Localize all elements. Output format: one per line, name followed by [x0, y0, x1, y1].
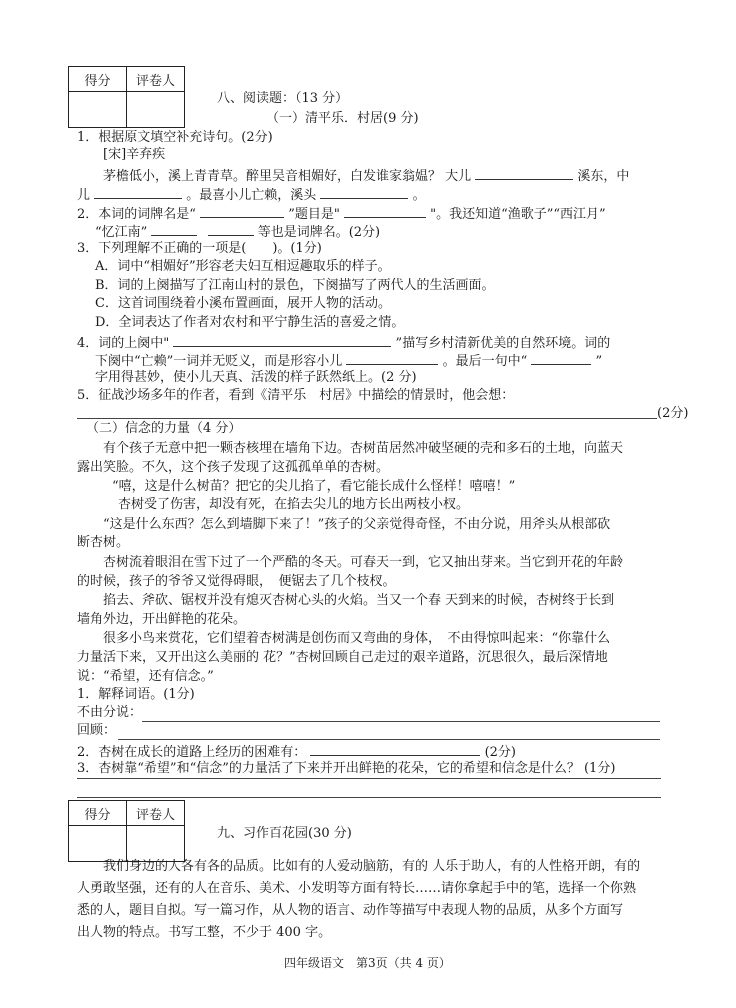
score-cell[interactable]: [69, 92, 127, 128]
poem-blank-1[interactable]: [475, 165, 573, 180]
grader-cell[interactable]: [127, 92, 185, 128]
score-header: 得分: [69, 67, 127, 92]
story-p5b: 的时候，孩子的爷爷又觉得碍眼， 便锯去了几个枝杈。: [77, 574, 396, 589]
part2-q1a-label: 不由分说：: [77, 705, 143, 720]
poem-author: [宋]辛弃疾: [103, 147, 166, 162]
q3-option-d[interactable]: D．全词表达了作者对农村和平宁静生活的喜爱之情。: [95, 315, 405, 330]
q4-line3: 字用得甚妙，使小儿天真、活泼的样子跃然纸上。(2 分): [95, 370, 417, 385]
part2-q1b-label: 回顾：: [77, 723, 117, 738]
q2-line2: “忆江南” 等也是词牌名。(2分): [95, 221, 380, 242]
section9-title: 九、习作百花园(30 分): [217, 826, 352, 841]
title-blank[interactable]: [344, 203, 426, 218]
q3-option-c[interactable]: C．这首词围绕着小溪布置画面，展开人物的活动。: [95, 296, 391, 311]
q2-answer-blank[interactable]: [310, 741, 480, 756]
q1b-answer-line[interactable]: [118, 739, 660, 740]
q1-prompt: 1．根据原文填空补充诗句。(2分): [77, 130, 273, 145]
q5-prompt: 5．征战沙场多年的作者，看到《清平乐 村居》中描绘的情景时，他会想：: [77, 388, 515, 403]
q5-score: (2分): [657, 406, 689, 421]
section8-title: 八、阅读题：（13 分）: [217, 91, 349, 106]
essay-prompt-3: 悉的人，题目自拟。写一篇习作，从人物的语言、动作等描写中表现人物的品质，从多个方面写: [77, 903, 624, 918]
grader-cell-2[interactable]: [127, 826, 185, 862]
cipai-extra-blank-1[interactable]: [151, 221, 197, 236]
q3-option-a[interactable]: A．词中“相媚好”形容老夫妇互相逗趣取乐的样子。: [95, 259, 391, 274]
essay-prompt-4: 出人物的特点。书写工整，不少于 400 字。: [77, 925, 332, 940]
part2-title: （二）信念的力量（4 分）: [86, 421, 242, 436]
story-p7a: 很多小鸟来赏花，它们望着杏树满是创伤而又弯曲的身体， 不由得惊叫起来：“你靠什么: [103, 631, 611, 646]
part2-q1: 1．解释词语。(1分): [77, 687, 195, 702]
story-p7b: 力量活下来，又开出这么美丽的 花？”杏树回顾自己走过的艰辛道路，沉思很久，最后深情地: [77, 650, 608, 665]
q4-blank-3[interactable]: [531, 350, 591, 365]
q2-line1: 2．本词的词牌名是“ ”题目是" "。我还知道“渔歌子”“西江月”: [77, 203, 606, 224]
story-p7c: 说：“希望，还有信念。”: [77, 669, 214, 684]
cipai-extra-blank-2[interactable]: [208, 221, 254, 236]
essay-prompt-2: 人勇敢坚强，还有的人在音乐、美术、小发明等方面有特长……请你拿起手中的笔，选择一个你熟: [77, 881, 637, 896]
q4-line2: 下阕中“亡赖”一词并无贬义，而是形容小儿 。最后一句中“ ”: [95, 350, 602, 371]
score-header-2: 得分: [69, 801, 127, 826]
part2-q3: 3．杏树靠“希望”和“信念”的力量活了下来并开出鲜艳的花朵，它的希望和信念是什么？ (1分): [77, 761, 616, 776]
poem-blank-2[interactable]: [94, 184, 182, 199]
q3-prompt: 3．下列理解不正确的一项是( )。(1分): [77, 241, 322, 256]
story-p4b: 断杏树。: [77, 535, 130, 550]
score-box-section9: [68, 800, 185, 862]
story-p3: 杏树受了伤害，却没有死，在掐去尖儿的地方长出两枝小杈。: [118, 497, 470, 512]
q5-answer-line[interactable]: [77, 418, 657, 419]
grader-header: 评卷人: [127, 67, 185, 92]
q3-answer-line-1[interactable]: [77, 778, 661, 779]
story-p5a: 杏树流着眼泪在雪下过了一个严酷的冬天。可春天一到，它又抽出芽来。当它到开花的年龄: [103, 555, 624, 570]
poem-blank-3[interactable]: [320, 184, 408, 199]
story-p1a: 有个孩子无意中把一颗杏核埋在墙角下边。杏树苗居然冲破坚硬的壳和多石的土地，向蓝天: [103, 441, 624, 456]
poem-line1: 茅檐低小，溪上青青草。醉里吴音相媚好，白发谁家翁媪？ 大儿 溪东，中: [103, 165, 629, 186]
part1-title: （一）清平乐．村居(9 分): [266, 111, 419, 126]
story-p4a: “这是什么东西？怎么到墙脚下来了！”孩子的父亲觉得奇怪，不由分说，用斧头从根部砍: [103, 517, 611, 532]
score-cell-2[interactable]: [69, 826, 127, 862]
story-p6a: 掐去、斧砍、锯杈并没有熄灭杏树心头的火焰。当又一个春 天到来的时候，杏树终于长到: [103, 593, 615, 608]
grader-header-2: 评卷人: [127, 801, 185, 826]
essay-prompt-1: 我们身边的人各有各的品质。比如有的人爱动脑筋，有的 人乐于助人，有的人性格开朗，有的: [103, 859, 641, 874]
q4-line1: 4．词的上阕中" ”描写乡村清新优美的自然环境。词的: [77, 332, 610, 353]
story-p1b: 露出笑脸。不久，这个孩子发现了这孤孤单单的杏树。: [77, 460, 390, 475]
poem-line2: 儿 。最喜小儿亡赖，溪头 。: [77, 184, 426, 205]
page-footer: 四年级语文 第3页（共 4 页）: [284, 956, 451, 970]
q4-blank-2[interactable]: [346, 350, 438, 365]
q4-blank-1[interactable]: [173, 332, 391, 347]
score-box-section8: [68, 66, 185, 128]
story-p6b: 墙角外边，开出鲜艳的花朵。: [77, 612, 247, 627]
q3-option-b[interactable]: B．词的上阕描写了江南山村的景色，下阕描写了两代人的生活画面。: [95, 278, 495, 293]
q3-answer-line-2[interactable]: [77, 797, 661, 798]
part2-q2: 2．杏树在成长的道路上经历的困难有： (2分): [77, 741, 516, 762]
q1a-answer-line[interactable]: [142, 721, 660, 722]
cipai-blank[interactable]: [200, 203, 284, 218]
story-p2: “嘻，这是什么树苗？把它的尖儿掐了，看它能长成什么怪样！嘻嘻！”: [112, 479, 516, 494]
